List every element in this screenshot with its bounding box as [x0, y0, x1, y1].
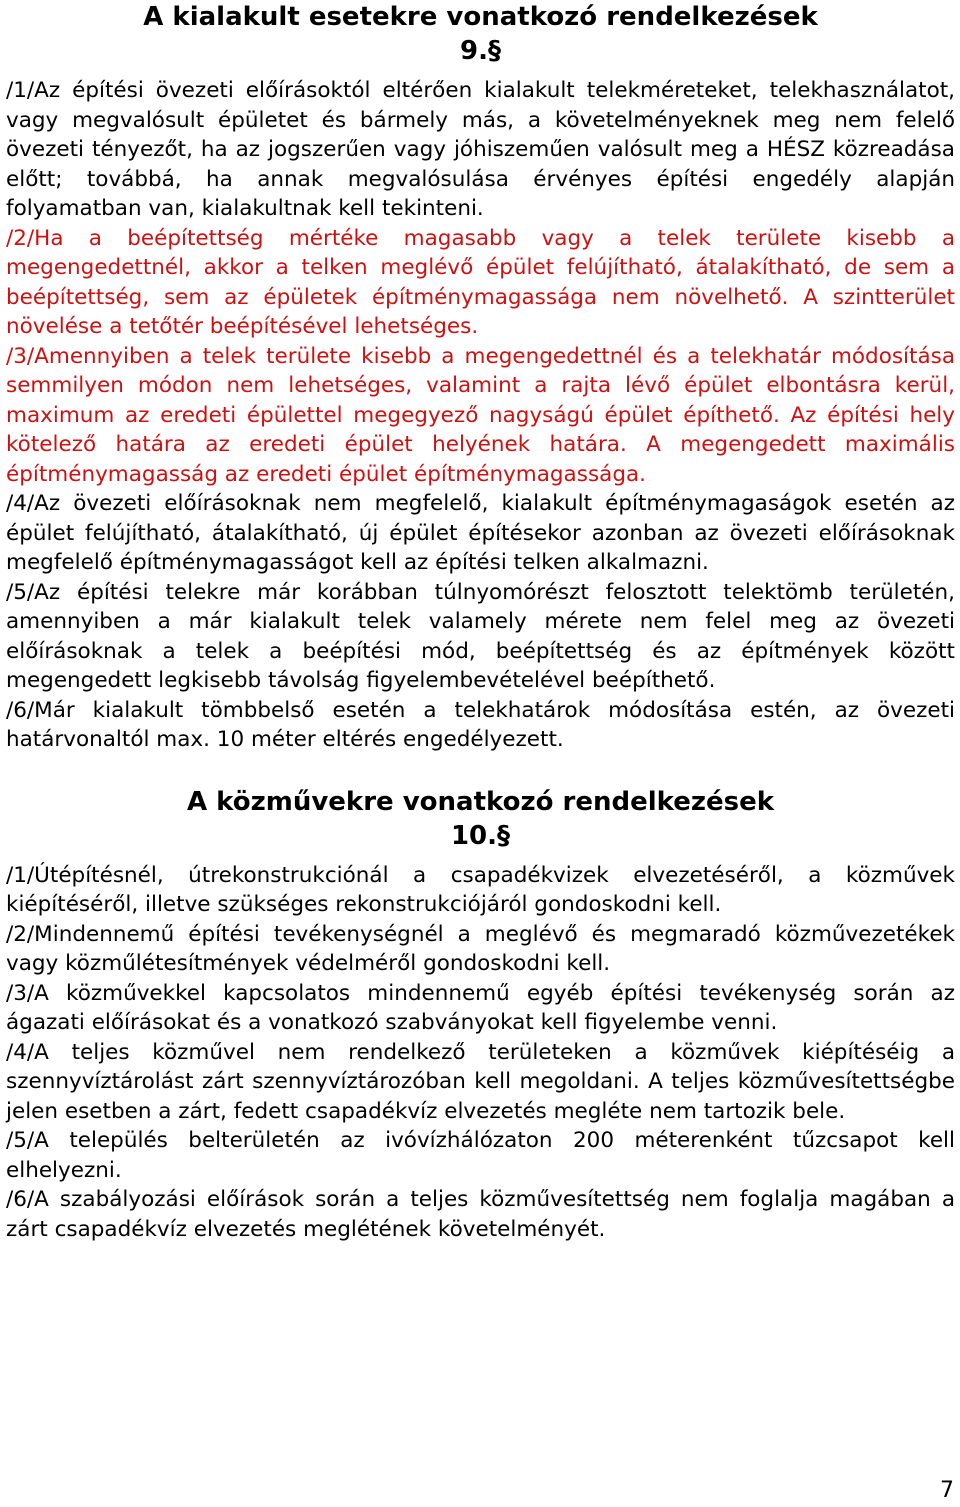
document-page [6, 0, 955, 1262]
paragraph: /6/Már kialakult tömbbelső esetén a telekhatárok módosítása estén, az övezeti határvonaltól max. 10 méter eltérés engedélyezett. [6, 697, 955, 752]
section-number: 10.§ [450, 820, 511, 851]
section-title: A kialakult esetekre vonatkozó rendelkezések [143, 2, 818, 32]
section-body [6, 861, 955, 1245]
paragraph: /3/A közművekkel kapcsolatos mindennemű egyéb építési tevékenység során az ágazati előírásokat és a vonatkozó szabványokat kell figyelembe venni. [6, 980, 955, 1035]
paragraph: /5/Az építési telekre már korábban túlnyomórészt felosztott telektömb területén, amennyiben a már kialakult telek valamely mérete nem felel meg az övezeti előírásoknak a telek a beépítési mód, beépítettség és az építmények között megengedett legkisebb távolság figyelembevételével beépíthető. [6, 579, 955, 693]
paragraph: /4/Az övezeti előírásoknak nem megfelelő, kialakult építménymagaságok esetén az épület felújítható, átalakítható, új épület építésekor azonban az övezeti előírásoknak megfelelő építménymagasságot kell az építési telken alkalmazni. [6, 491, 955, 575]
section-title: A közművekre vonatkozó rendelkezések [186, 786, 775, 817]
section-body [6, 76, 955, 755]
page-number: 7 [940, 1478, 954, 1503]
paragraph: /1/Az építési övezeti előírásoktól eltérően kialakult telekméreteket, telekhasználatot, vagy megvalósult épületet és bármely más, a követelményeknek meg nem felelő övezeti tényezőt, ha az jogszerűen vagy jóhiszeműen valósult meg a HÉSZ közreadása előtt; továbbá, ha annak megvalósulása érvényes építési engedély alapján folyamatban van, kialakultnak kell tekinteni. [6, 78, 955, 221]
paragraph: /2/Mindennemű építési tevékenységnél a meglévő és megmaradó közművezetékek vagy közműlétesítmények védelméről gondoskodni kell. [6, 921, 955, 976]
paragraph: /1/Útépítésnél, útrekonstrukciónál a csapadékvizek elvezetéséről, a közművek kiépítéséről, illetve szükséges rekonstrukciójáról gondoskodni kell. [6, 862, 955, 917]
paragraph: /6/A szabályozási előírások során a teljes közművesítettség nem foglalja magában a zárt csapadékvíz elvezetés meglétének követelményét. [6, 1187, 955, 1242]
paragraph: /5/A település belterületén az ivóvízhálózaton 200 méterenként tűzcsapot kell elhelyezni. [6, 1128, 955, 1183]
paragraph: /2/Ha a beépítettség mértéke magasabb vagy a telek területe kisebb a megengedettnél, akkor a telken meglévő épület felújítható, átalakítható, de sem a beépítettség, sem az épületek építménymagassága nem növelhető. A szintterület növelése a tetőtér beépítésével lehetséges. [6, 225, 955, 339]
paragraph: /3/Amennyiben a telek területe kisebb a megengedettnél és a telekhatár módosítása semmilyen módon nem lehetséges, valamint a rajta lévő épület elbontásra kerül, maximum az eredeti épülettel megegyező nagyságú épület építhető. Az építési hely kötelező határa az eredeti épület helyének határa. A megengedett maximális építménymagasság az eredeti épület építménymagassága. [6, 343, 955, 487]
paragraph: /4/A teljes közművel nem rendelkező területeken a közművek kiépítéséig a szennyvíztárolást zárt szennyvíztározóban kell megoldani. A teljes közművesítettségbe jelen esetben a zárt, fedett csapadékvíz elvezetés megléte nem tartozik bele. [6, 1039, 955, 1124]
section-number: 9.§ [460, 36, 501, 66]
